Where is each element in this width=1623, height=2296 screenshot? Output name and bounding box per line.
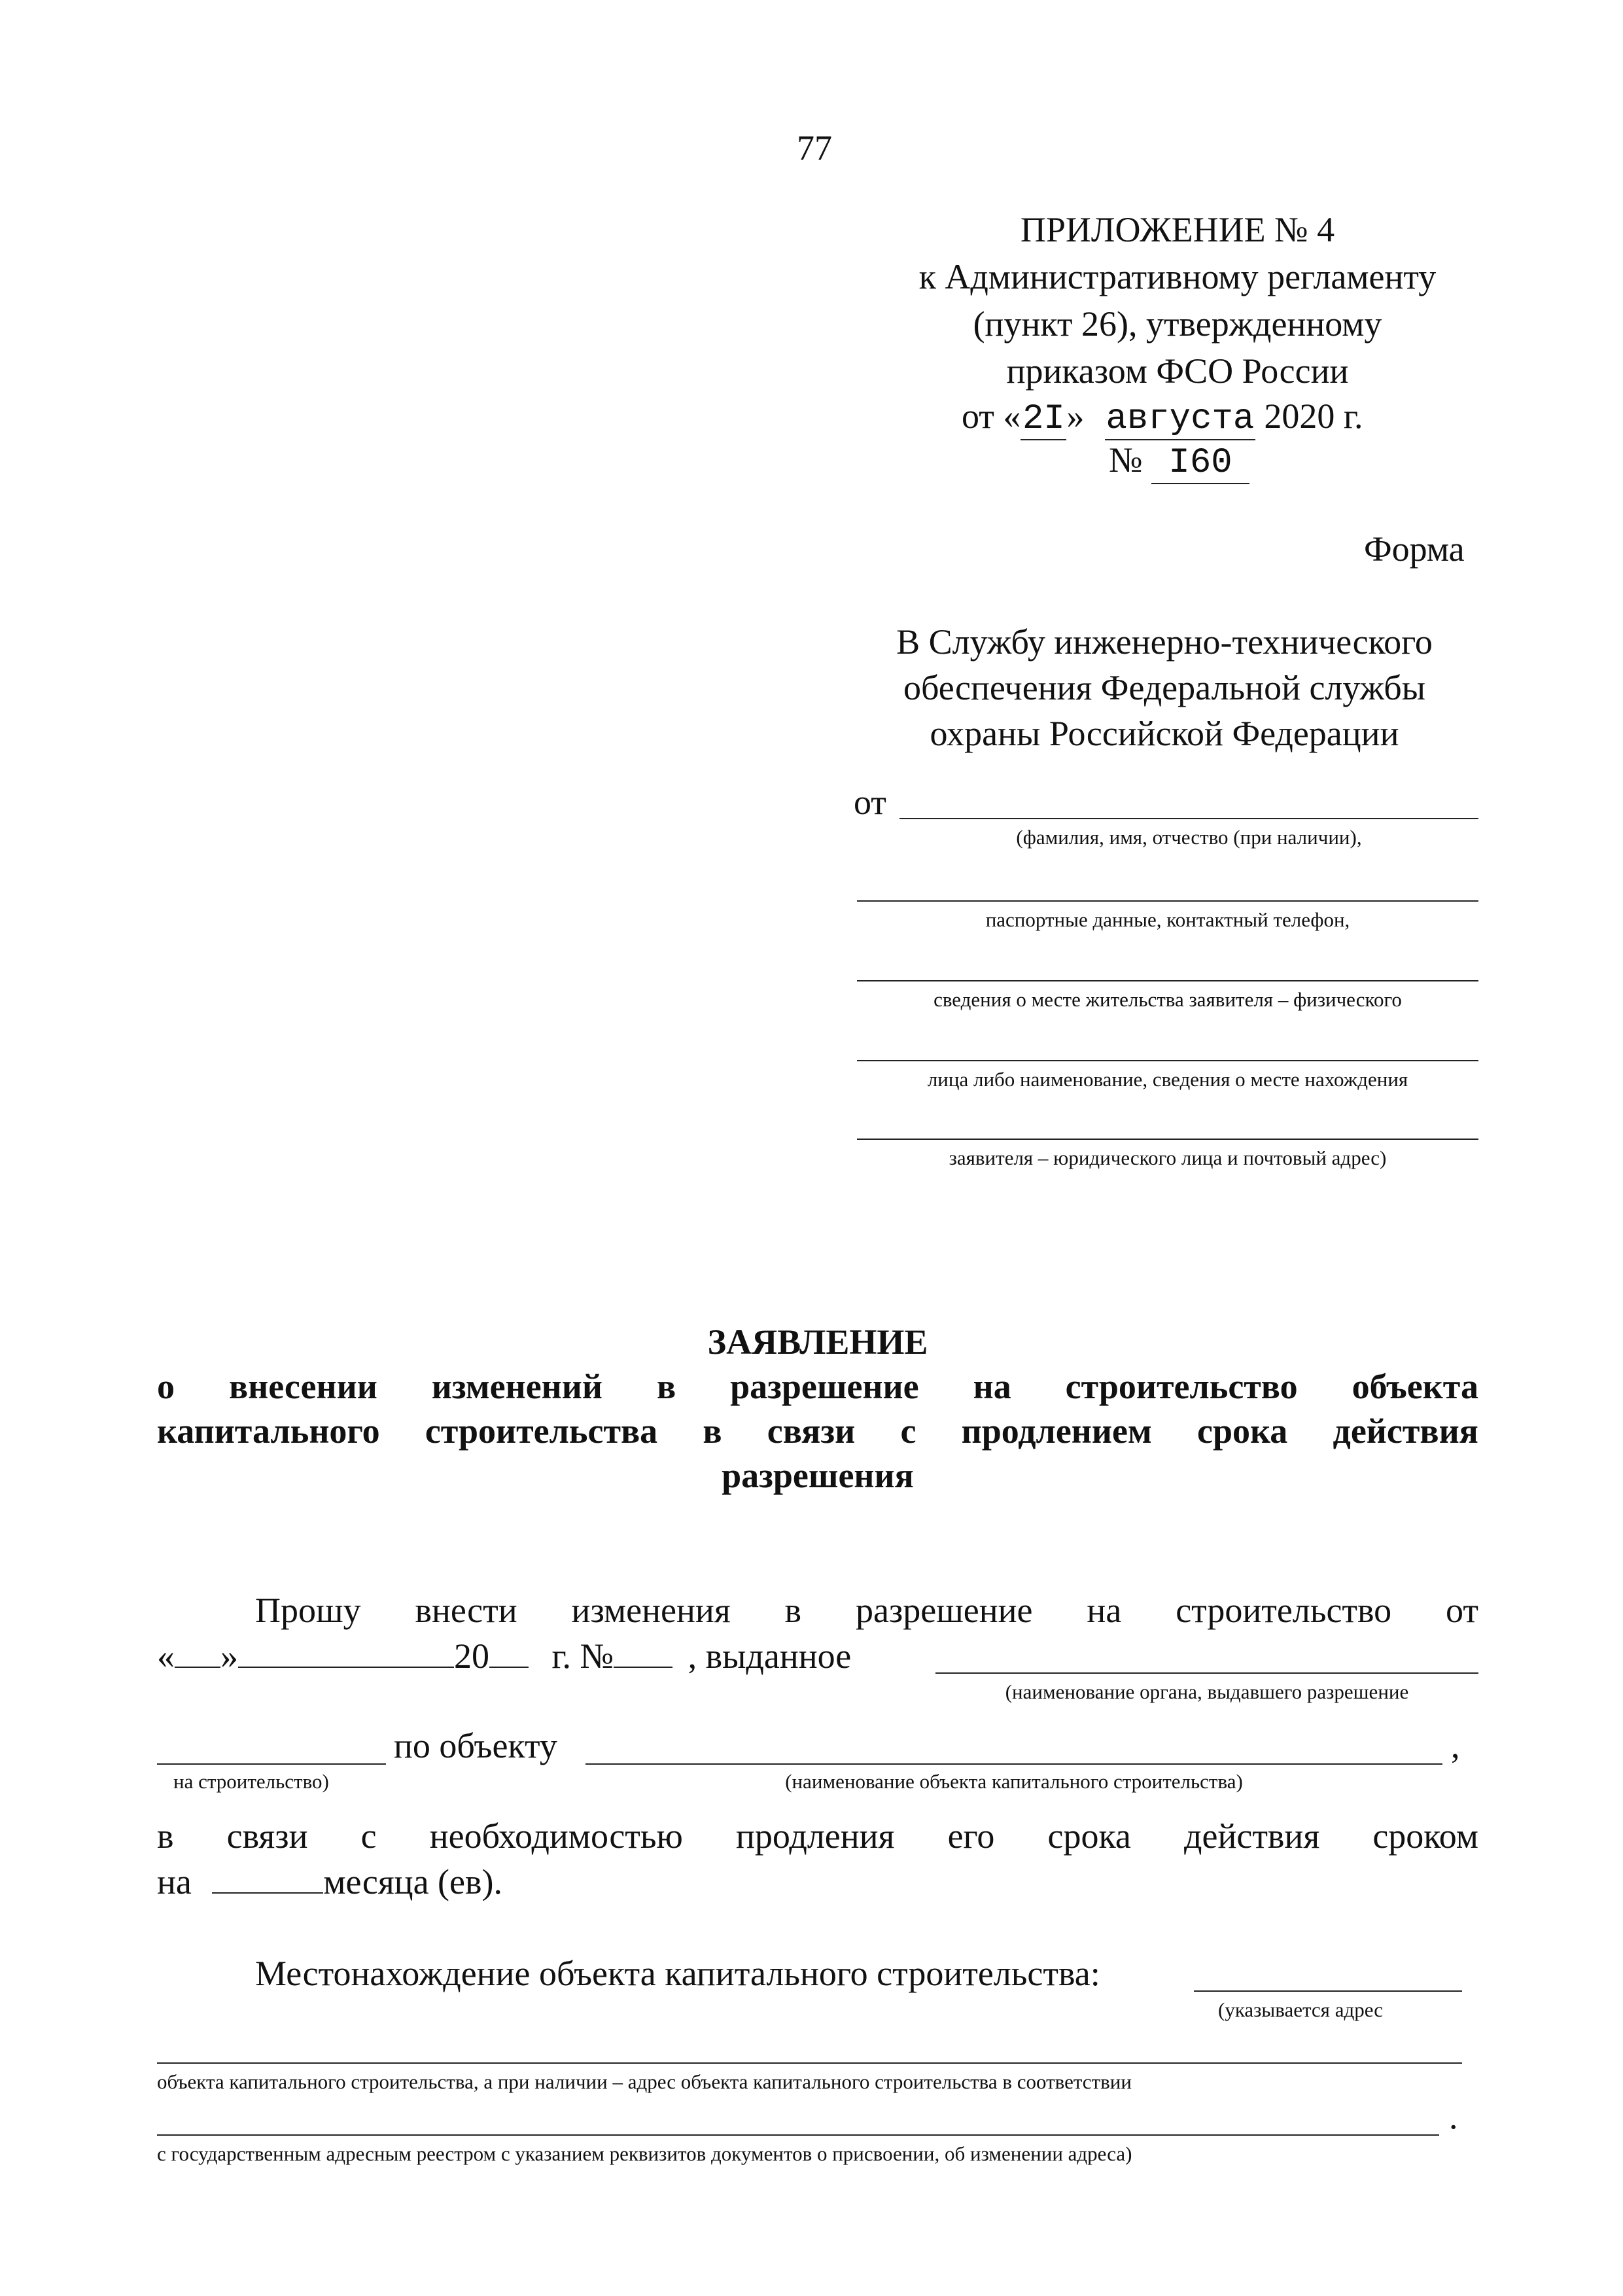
annex-line-2: (пункт 26), утвержденному	[973, 304, 1382, 344]
request-word: продления	[736, 1816, 895, 1856]
request-word: внести	[415, 1591, 517, 1630]
by-object-label: по объекту	[394, 1726, 557, 1765]
location-caption-1: (указывается адрес	[1218, 1998, 1384, 2021]
request-word: на	[1087, 1591, 1122, 1630]
request-word: с	[360, 1816, 377, 1856]
object-name-field[interactable]	[585, 1763, 1442, 1765]
heading-word: связи	[767, 1411, 856, 1451]
request-word: сроком	[1372, 1816, 1478, 1856]
annex-number	[1109, 440, 1249, 484]
from-caption-2: паспортные данные, контактный телефон,	[985, 908, 1350, 931]
annex-line-1: к Административному регламенту	[918, 257, 1437, 296]
permit-day-field[interactable]	[175, 1667, 220, 1668]
object-caption: (наименование объекта капитального строительства)	[785, 1770, 1243, 1793]
permit-number-label: г. №	[551, 1636, 614, 1676]
from-passport-line	[857, 900, 1478, 902]
location-caption-2: объекта капитального строительства, а при наличии – адрес объекта капитального строительства в соответствии	[157, 2070, 1132, 2093]
term-months-field[interactable]	[212, 1892, 323, 1894]
location-caption-3: с государственным адресным реестром с указанием реквизитов документов о присвоении, об изменении адреса)	[157, 2142, 1132, 2165]
request-word: действия	[1184, 1816, 1320, 1856]
heading-word: строительство	[1065, 1367, 1298, 1406]
annex-date-month: августа	[1106, 399, 1255, 439]
heading-word: действия	[1333, 1411, 1478, 1451]
request-word: в	[784, 1591, 802, 1630]
heading-word: объекта	[1352, 1367, 1478, 1406]
addressee-line-2: обеспечения Федеральной службы	[903, 668, 1426, 707]
permit-month-field[interactable]	[238, 1667, 454, 1668]
permit-number-field[interactable]	[614, 1667, 672, 1668]
from-caption-4: лица либо наименование, сведения о месте нахождения	[927, 1068, 1408, 1091]
permit-date-open-quote: «	[157, 1636, 175, 1676]
heading-word: срока	[1197, 1411, 1288, 1451]
request-word: от	[1446, 1591, 1478, 1630]
from-address-line	[857, 1139, 1478, 1140]
from-prefix: от	[854, 783, 886, 822]
heading-word: продлением	[961, 1411, 1152, 1451]
statement-subtitle-line-2	[157, 1411, 1478, 1451]
annex-number-prefix: №	[1109, 440, 1143, 480]
from-caption-3: сведения о месте жительства заявителя – физического	[934, 988, 1402, 1011]
annex-title: ПРИЛОЖЕНИЕ № 4	[1020, 210, 1335, 249]
statement-subtitle-line-3: разрешения	[722, 1456, 914, 1495]
heading-word: на	[973, 1367, 1011, 1406]
issued-label: , выданное	[688, 1636, 852, 1676]
request-line-1	[255, 1590, 1478, 1631]
location-address-line[interactable]	[157, 2062, 1462, 2064]
term-prefix: на	[157, 1862, 192, 1901]
location-registry-line[interactable]	[157, 2134, 1439, 2136]
annex-number-value: I60	[1151, 443, 1249, 484]
object-line-comma: ,	[1451, 1726, 1460, 1765]
addressee-line-1: В Службу инженерно-технического	[896, 622, 1433, 662]
request-word: изменения	[571, 1591, 731, 1630]
annex-date	[962, 396, 1363, 440]
request-word: необходимостью	[429, 1816, 683, 1856]
request-word: срока	[1047, 1816, 1131, 1856]
location-field[interactable]	[1194, 1990, 1462, 1992]
location-period: .	[1449, 2097, 1458, 2136]
request-word: его	[947, 1816, 995, 1856]
annex-date-year: 2020 г.	[1264, 397, 1363, 436]
permit-year-prefix: 20	[454, 1636, 489, 1676]
heading-word: капитального	[157, 1411, 380, 1451]
location-label: Местонахождение объекта капитального строительства:	[255, 1954, 1100, 1993]
request-word: в	[157, 1816, 174, 1856]
annex-date-close: »	[1066, 397, 1085, 436]
permit-date-close-quote: »	[220, 1636, 238, 1676]
term-suffix: месяца (ев).	[323, 1862, 502, 1901]
heading-word: о	[157, 1367, 175, 1406]
heading-word: с	[900, 1411, 916, 1451]
request-line-4	[157, 1816, 1478, 1856]
form-label: Форма	[1364, 529, 1465, 569]
request-word: Прошу	[255, 1591, 361, 1630]
request-line-2	[157, 1636, 851, 1676]
request-word: строительство	[1176, 1591, 1392, 1630]
heading-word: изменений	[431, 1367, 603, 1406]
heading-word: строительства	[425, 1411, 658, 1451]
annex-date-day: 2I	[1021, 399, 1066, 440]
annex-line-3: приказом ФСО России	[1006, 351, 1349, 391]
heading-word: в	[656, 1367, 676, 1406]
addressee-line-3: охраны Российской Федерации	[930, 714, 1399, 753]
annex-date-prefix: от «	[962, 397, 1021, 436]
from-entity-line	[857, 1060, 1478, 1061]
statement-subtitle-line-1	[157, 1366, 1478, 1407]
from-caption-1: (фамилия, имя, отчество (при наличии),	[1016, 826, 1362, 849]
permit-year-field[interactable]	[489, 1667, 529, 1668]
heading-word: разрешение	[730, 1367, 919, 1406]
request-line-5	[157, 1862, 502, 1902]
heading-word: внесении	[228, 1367, 377, 1406]
permit-caption: на строительство)	[173, 1770, 329, 1793]
heading-word: в	[703, 1411, 722, 1451]
issuer-continuation-field[interactable]	[157, 1763, 386, 1765]
issuer-field[interactable]	[935, 1672, 1478, 1674]
issuer-caption: (наименование органа, выдавшего разрешение	[1005, 1680, 1409, 1703]
statement-title: ЗАЯВЛЕНИЕ	[707, 1322, 928, 1362]
request-word: разрешение	[855, 1591, 1033, 1630]
from-residence-line	[857, 980, 1478, 981]
from-caption-5: заявителя – юридического лица и почтовый адрес)	[949, 1146, 1387, 1169]
request-word: связи	[226, 1816, 308, 1856]
from-name-line	[899, 818, 1478, 819]
page-number: 77	[797, 128, 832, 168]
